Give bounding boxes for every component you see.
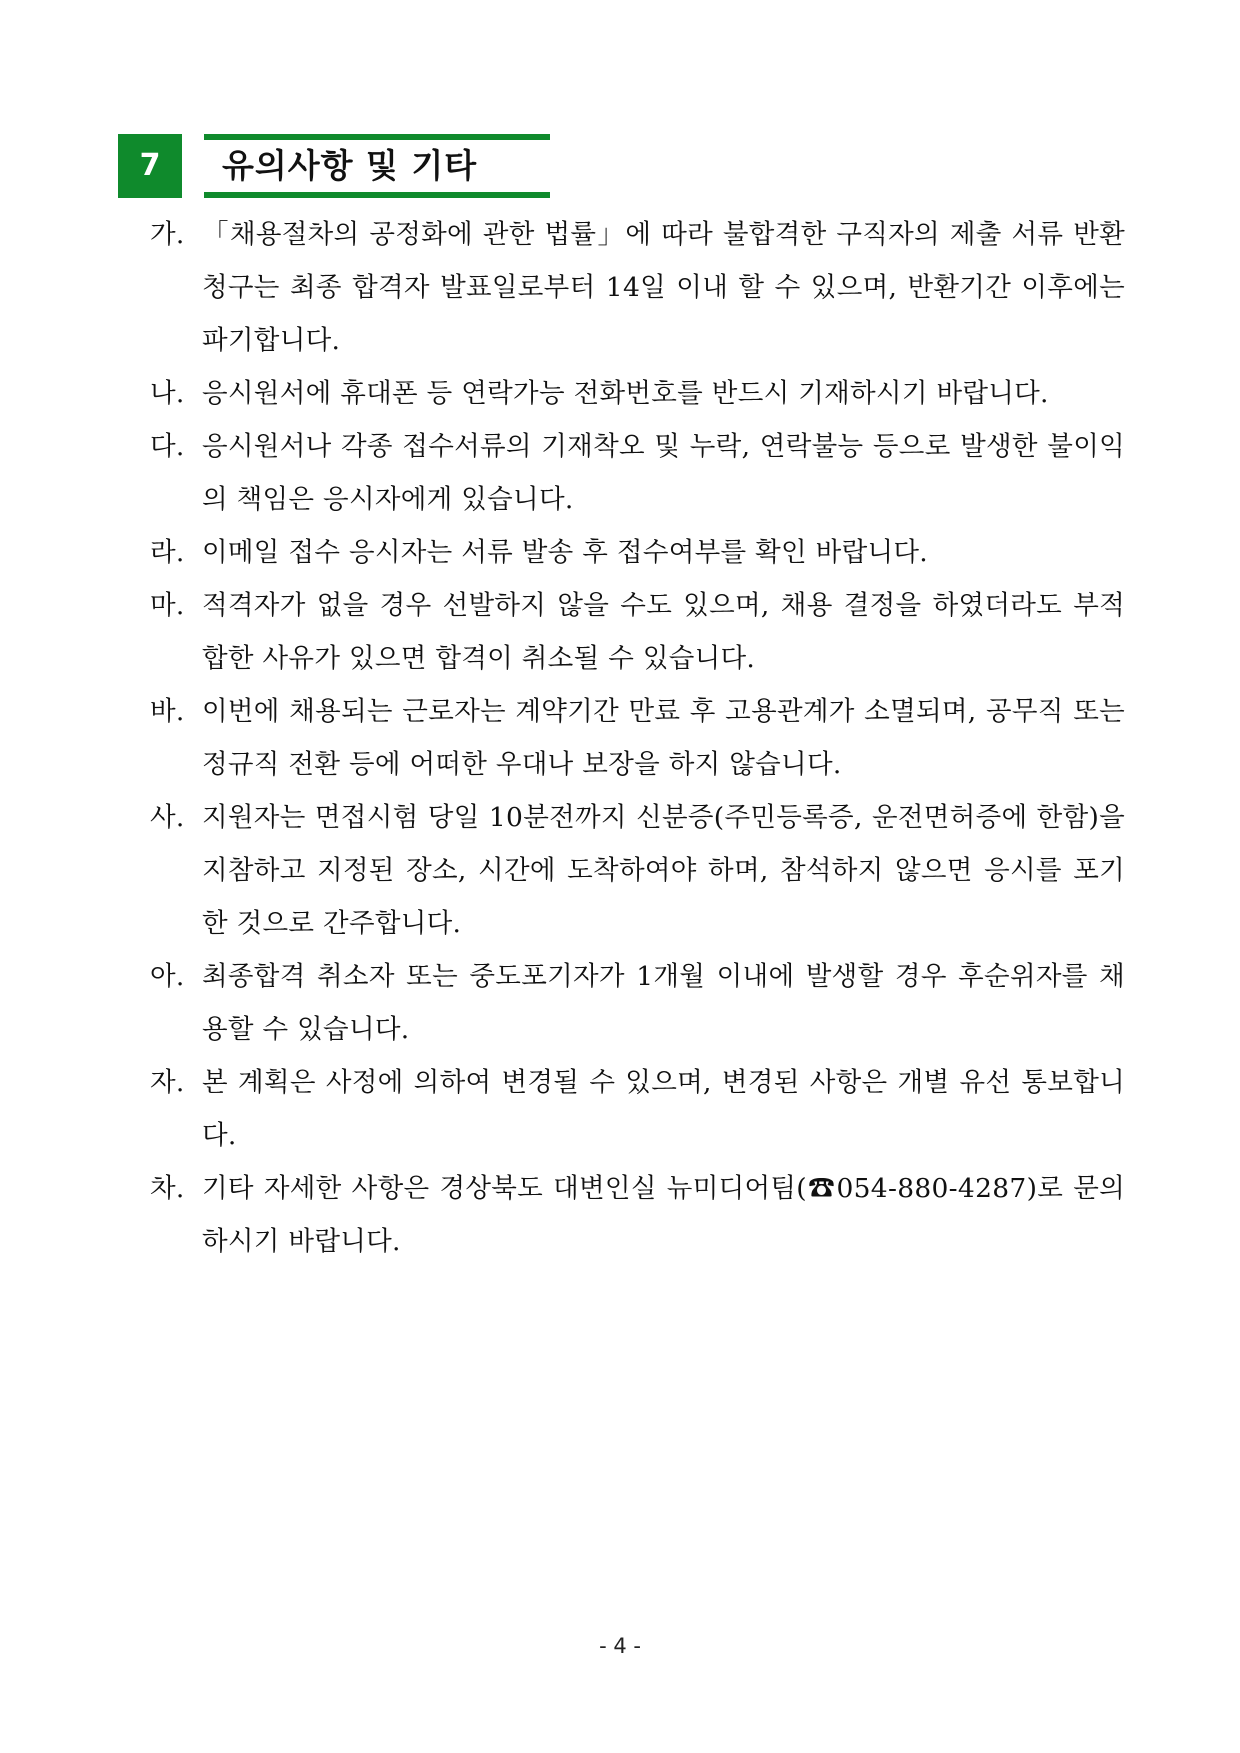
list-item: [150, 1056, 1125, 1162]
list-item: [150, 950, 1125, 1056]
list-item: [150, 791, 1125, 950]
section-title: 유의사항 및 기타: [222, 146, 478, 185]
list-item-text: 응시원서나 각종 접수서류의 기재착오 및 누락, 연락불능 등으로 발생한 불이익의 책임은 응시자에게 있습니다.: [202, 431, 1125, 515]
list-item-text: 응시원서에 휴대폰 등 연락가능 전화번호를 반드시 기재하시기 바랍니다.: [202, 378, 1049, 409]
list-item-marker: 라.: [150, 537, 185, 568]
list-item-marker: 아.: [150, 961, 185, 992]
list-item-marker: 마.: [150, 590, 185, 621]
list-item-text: 적격자가 없을 경우 선발하지 않을 수도 있으며, 채용 결정을 하였더라도 부적합한 사유가 있으면 합격이 취소될 수 있습니다.: [202, 590, 1125, 674]
list-item-text: 「채용절차의 공정화에 관한 법률」에 따라 불합격한 구직자의 제출 서류 반환 청구는 최종 합격자 발표일로부터 14일 이내 할 수 있으며, 반환기간 이후에는 파기합니다.: [202, 219, 1125, 356]
section-title-box: [204, 134, 550, 198]
list-item: [150, 367, 1125, 420]
list-item-marker: 가.: [150, 219, 185, 250]
list-item: [150, 526, 1125, 579]
list-item-marker: 나.: [150, 378, 185, 409]
list-item-marker: 차.: [150, 1173, 185, 1204]
title-top-rule: [204, 134, 550, 140]
section-header: [118, 134, 550, 198]
list-item: [150, 685, 1125, 791]
list-item-marker: 사.: [150, 802, 185, 833]
list-item: [150, 208, 1125, 367]
list-item: [150, 1162, 1125, 1268]
list-item-text: 최종합격 취소자 또는 중도포기자가 1개월 이내에 발생할 경우 후순위자를 채용할 수 있습니다.: [202, 961, 1125, 1045]
list-item-text: 이메일 접수 응시자는 서류 발송 후 접수여부를 확인 바랍니다.: [202, 537, 928, 568]
list-item-text: 본 계획은 사정에 의하여 변경될 수 있으며, 변경된 사항은 개별 유선 통보합니다.: [202, 1067, 1125, 1151]
list-item-marker: 다.: [150, 431, 185, 462]
title-bottom-rule: [204, 192, 550, 198]
list-item: [150, 420, 1125, 526]
list-item: [150, 579, 1125, 685]
page-number: - 4 -: [599, 1634, 641, 1658]
list-item-marker: 자.: [150, 1067, 185, 1098]
notice-list: [150, 208, 1125, 1268]
list-item-text: 지원자는 면접시험 당일 10분전까지 신분증(주민등록증, 운전면허증에 한함)을 지참하고 지정된 장소, 시간에 도착하여야 하며, 참석하지 않으면 응시를 포기한 것으로 간주합니다.: [202, 802, 1125, 939]
list-item-marker: 바.: [150, 696, 185, 727]
list-item-text: 이번에 채용되는 근로자는 계약기간 만료 후 고용관계가 소멸되며, 공무직 또는 정규직 전환 등에 어떠한 우대나 보장을 하지 않습니다.: [202, 696, 1125, 780]
section-number-badge: 7: [118, 134, 182, 198]
list-item-text: 기타 자세한 사항은 경상북도 대변인실 뉴미디어팀(☎054-880-4287)로 문의하시기 바랍니다.: [202, 1173, 1125, 1257]
